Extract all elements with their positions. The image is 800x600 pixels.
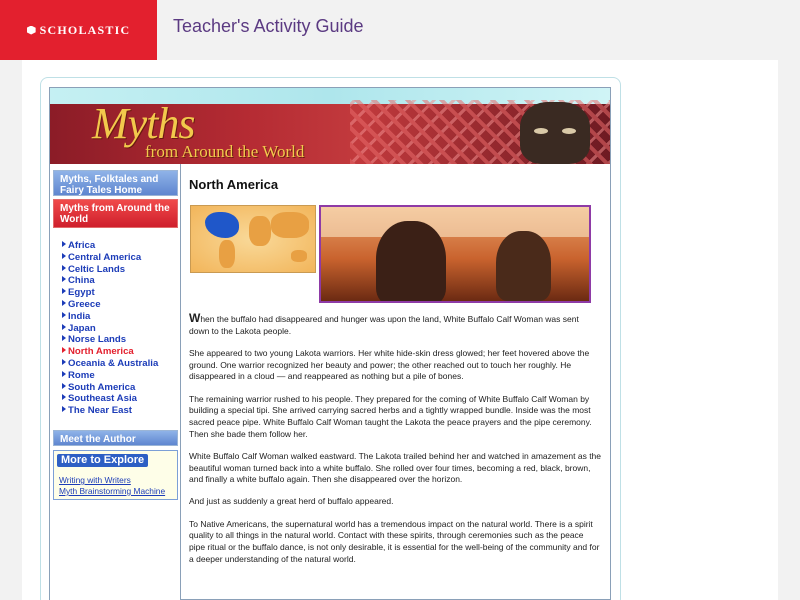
writing-with-writers-link[interactable]: Writing with Writers: [59, 475, 131, 485]
region-link-norse-lands[interactable]: Norse Lands: [62, 334, 158, 346]
buffalo-dancer-figure: [376, 221, 446, 303]
tribal-mask-image: [520, 102, 590, 164]
region-link-rome[interactable]: Rome: [62, 370, 158, 382]
region-link-north-america[interactable]: North America: [62, 346, 158, 358]
brand-name: SCHOLASTIC: [27, 23, 131, 38]
article-title: North America: [189, 177, 279, 192]
scholastic-logo[interactable]: [0, 0, 157, 60]
map-australia: [291, 250, 307, 262]
region-link-south-america[interactable]: South America: [62, 382, 158, 394]
region-link-india[interactable]: India: [62, 311, 158, 323]
more-to-explore-box: [53, 450, 178, 500]
scholastic-cube-icon: [27, 26, 36, 35]
mask-eye: [534, 128, 548, 134]
drop-cap: W: [189, 311, 201, 325]
arrow-right-icon: [62, 241, 66, 247]
mask-eye: [562, 128, 576, 134]
region-link-celtic-lands[interactable]: Celtic Lands: [62, 264, 158, 276]
arrow-right-icon: [62, 406, 66, 412]
article-body: [189, 313, 601, 576]
arrow-right-icon: [62, 324, 66, 330]
region-link-greece[interactable]: Greece: [62, 299, 158, 311]
region-link-africa[interactable]: Africa: [62, 240, 158, 252]
arrow-right-icon: [62, 253, 66, 259]
page-header-title: Teacher's Activity Guide: [173, 16, 364, 36]
arrow-right-icon: [62, 288, 66, 294]
region-link-oceania-australia[interactable]: Oceania & Australia: [62, 358, 158, 370]
buffalo-dancer-figure: [496, 231, 551, 301]
map-africa: [249, 216, 271, 246]
arrow-right-icon: [62, 383, 66, 389]
arrow-right-icon: [62, 300, 66, 306]
arrow-right-icon: [62, 394, 66, 400]
paragraph: White Buffalo Calf Woman walked eastward. The Lakota trailed behind her and watched in amazement as the beautiful woman turned back into a white buffalo. She rolled over four times, becoming a red, black, brown, and finally a white buffalo again. Then she disappeared over the horizon.: [189, 450, 602, 485]
map-asia: [271, 212, 309, 238]
left-navigation: [50, 164, 181, 600]
paragraph: When the buffalo had disappeared and hunger was upon the land, White Buffalo Calf Woman was sent down to the Lakota people.: [189, 311, 579, 336]
region-link-china[interactable]: China: [62, 275, 158, 287]
arrow-right-icon: [62, 312, 66, 318]
region-link-southeast-asia[interactable]: Southeast Asia: [62, 393, 158, 405]
banner-title-sub: from Around the World: [145, 142, 305, 161]
arrow-right-icon: [62, 347, 66, 353]
explore-heading: More to Explore: [57, 454, 148, 467]
paragraph: And just as suddenly a great herd of buffalo appeared.: [189, 496, 394, 507]
meet-author-button[interactable]: Meet the Author: [53, 430, 178, 446]
myths-banner: [50, 88, 610, 164]
paragraph: She appeared to two young Lakota warriors. Her white hide-skin dress glowed; her feet hovered above the ground. One warrior recognized her beauty and power; the other reached out to touch her roughly. He disappeared in a cloud — and reappeared as nothing but a pile of bones.: [189, 347, 590, 382]
buffalo-dance-illustration: [319, 205, 591, 303]
arrow-right-icon: [62, 335, 66, 341]
myth-brainstorming-link[interactable]: Myth Brainstorming Machine: [59, 486, 166, 496]
paragraph: The remaining warrior rushed to his people. They prepared for the coming of White Buffalo Calf Woman by building a special tipi. She arrived carrying sacred herbs and a tightly wrapped bundle. Inside was the most sacred peace pipe. White Buffalo Calf Woman taught the Lakota the peace prayers and the pipe ceremony. Then she bade them follow her.: [189, 393, 592, 439]
top-bar: [0, 0, 800, 60]
region-link-japan[interactable]: Japan: [62, 323, 158, 335]
scene-sky: [321, 207, 591, 237]
home-nav-button[interactable]: Myths, Folktales and Fairy Tales Home: [53, 170, 178, 196]
region-list: [62, 240, 158, 417]
banner-title-main: Myths: [92, 99, 195, 148]
current-section-button[interactable]: Myths from Around the World: [53, 199, 178, 228]
arrow-right-icon: [62, 265, 66, 271]
right-gutter: [778, 60, 800, 600]
world-map-image: [190, 205, 316, 273]
left-gutter: [0, 60, 22, 600]
paragraph: To Native Americans, the supernatural world has a tremendous impact on the natural world. There is a spirit quality to all things in the natural world. Contact with these spirits, through ceremonies such as the peace pipe ritual or the buffalo dance, is not only desirable, it is essential for the well-being of the community and for a deeper understanding of the natural world.: [189, 518, 600, 564]
arrow-right-icon: [62, 371, 66, 377]
region-link-central-america[interactable]: Central America: [62, 252, 158, 264]
arrow-right-icon: [62, 359, 66, 365]
region-link-egypt[interactable]: Egypt: [62, 287, 158, 299]
arrow-right-icon: [62, 276, 66, 282]
region-link-near-east[interactable]: The Near East: [62, 405, 158, 417]
map-south-america: [219, 240, 235, 268]
